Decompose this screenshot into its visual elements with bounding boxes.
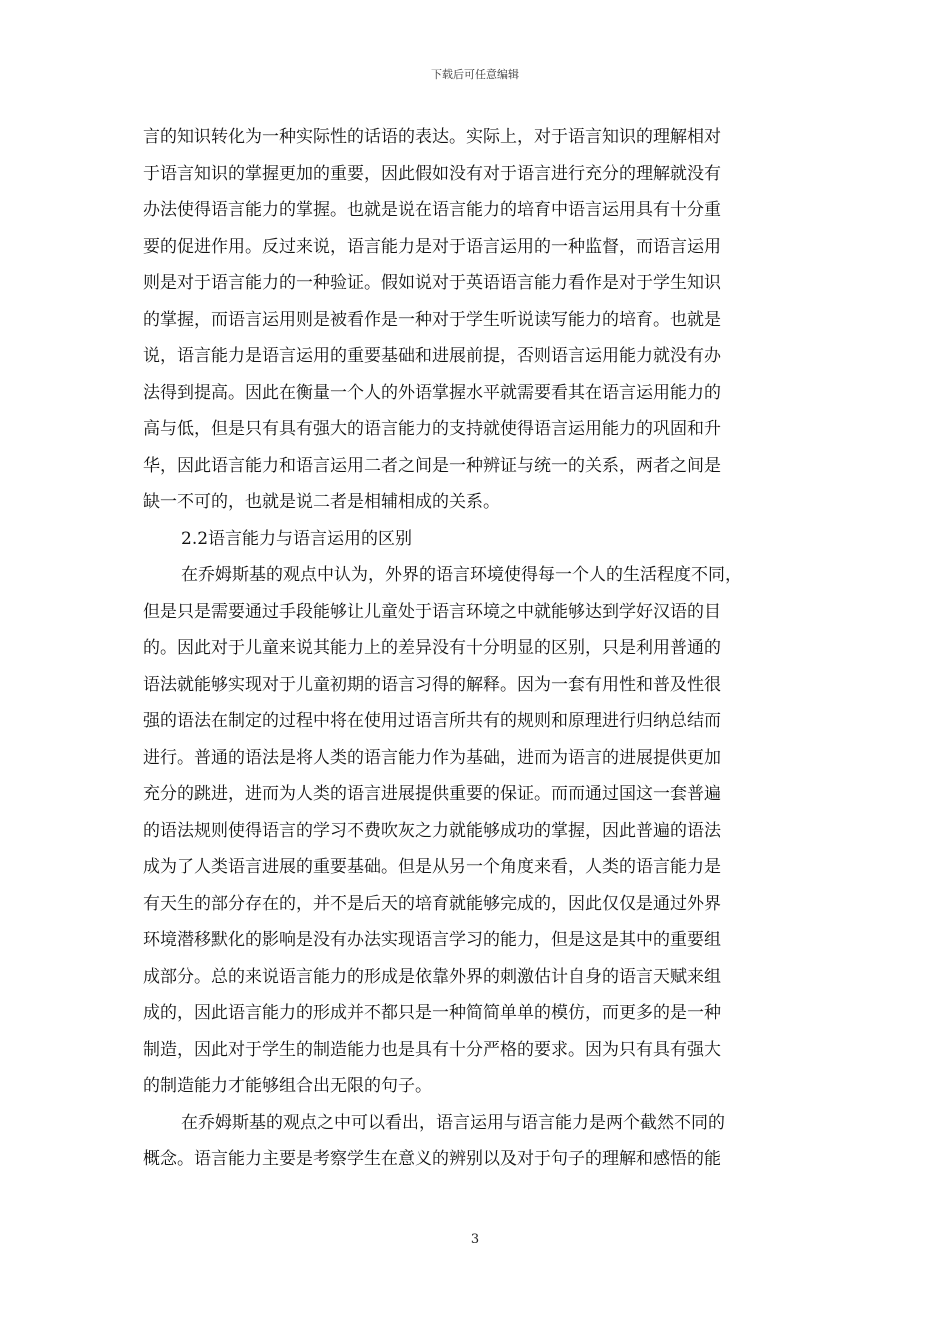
text-line: 在乔姆斯基的观点之中可以看出，语言运用与语言能力是两个截然不同的 <box>181 1112 725 1133</box>
paragraph <box>143 119 805 521</box>
text-line: 但是只是需要通过手段能够让儿童处于语言环境之中就能够达到学好汉语的目 <box>143 601 721 622</box>
text-line: 成的，因此语言能力的形成并不都只是一种简简单单的模仿，而更多的是一种 <box>143 1003 721 1023</box>
text-line: 的语法规则使得语言的学习不费吹灰之力就能够成功的掌握，因此普遍的语法 <box>143 820 721 841</box>
text-line: 华，因此语言能力和语言运用二者之间是一种辨证与统一的关系，两者之间是 <box>143 455 721 476</box>
text-line: 环境潜移默化的影响是没有办法实现语言学习的能力，但是这是其中的重要组 <box>143 930 721 950</box>
text-line: 成部分。总的来说语言能力的形成是依靠外界的刺激估计自身的语言天赋来组 <box>143 966 721 987</box>
text-line: 概念。语言能力主要是考察学生在意义的辨别以及对于句子的理解和感悟的能 <box>143 1149 721 1169</box>
text-line: 有天生的部分存在的，并不是后天的培育就能够完成的，因此仅仅是通过外界 <box>143 893 721 914</box>
text-line: 语法就能够实现对于儿童初期的语言习得的解释。因为一套有用性和普及性很 <box>143 674 721 695</box>
text-line: 法得到提高。因此在衡量一个人的外语掌握水平就需要看其在语言运用能力的 <box>143 382 721 403</box>
text-line: 制造，因此对于学生的制造能力也是具有十分严格的要求。因为只有具有强大 <box>143 1039 721 1060</box>
text-line: 强的语法在制定的过程中将在使用过语言所共有的规则和原理进行归纳总结而 <box>143 711 721 731</box>
text-line: 成为了人类语言进展的重要基础。但是从另一个角度来看，人类的语言能力是 <box>143 857 721 877</box>
paragraph <box>143 1105 805 1178</box>
text-line: 在乔姆斯基的观点中认为，外界的语言环境使得每一个人的生活程度不同， <box>181 565 742 585</box>
section-heading: 2.2语言能力与语言运用的区别 <box>181 528 413 549</box>
paragraph <box>143 557 805 1105</box>
text-line: 的掌握，而语言运用则是被看作是一种对于学生听说读写能力的培育。也就是 <box>143 309 721 330</box>
text-line: 的。因此对于儿童来说其能力上的差异没有十分明显的区别，只是利用普通的 <box>143 638 721 658</box>
text-line: 说，语言能力是语言运用的重要基础和进展前提，否则语言运用能力就没有办 <box>143 346 721 366</box>
text-line: 充分的跳进，进而为人类的语言进展提供重要的保证。而而通过国这一套普遍 <box>143 784 721 804</box>
text-line: 高与低，但是只有具有强大的语言能力的支持就使得语言运用能力的巩固和升 <box>143 419 721 439</box>
document-body <box>143 119 805 1178</box>
text-line: 办法使得语言能力的掌握。也就是说在语言能力的培育中语言运用具有十分重 <box>143 200 721 220</box>
text-line: 进行。普通的语法是将人类的语言能力作为基础，进而为语言的进展提供更加 <box>143 747 721 768</box>
text-line: 要的促进作用。反过来说，语言能力是对于语言运用的一种监督，而语言运用 <box>143 236 721 257</box>
text-line: 的制造能力才能够组合出无限的句子。 <box>143 1076 432 1096</box>
text-line: 缺一不可的，也就是说二者是相辅相成的关系。 <box>143 492 500 512</box>
page-header: 下载后可任意编辑 <box>431 68 519 81</box>
page-number: 3 <box>470 1232 480 1247</box>
text-line: 于语言知识的掌握更加的重要，因此假如没有对于语言进行充分的理解就没有 <box>143 163 721 184</box>
text-line: 言的知识转化为一种实际性的话语的表达。实际上，对于语言知识的理解相对 <box>143 127 721 147</box>
text-line: 则是对于语言能力的一种验证。假如说对于英语语言能力看作是对于学生知识 <box>143 273 721 293</box>
